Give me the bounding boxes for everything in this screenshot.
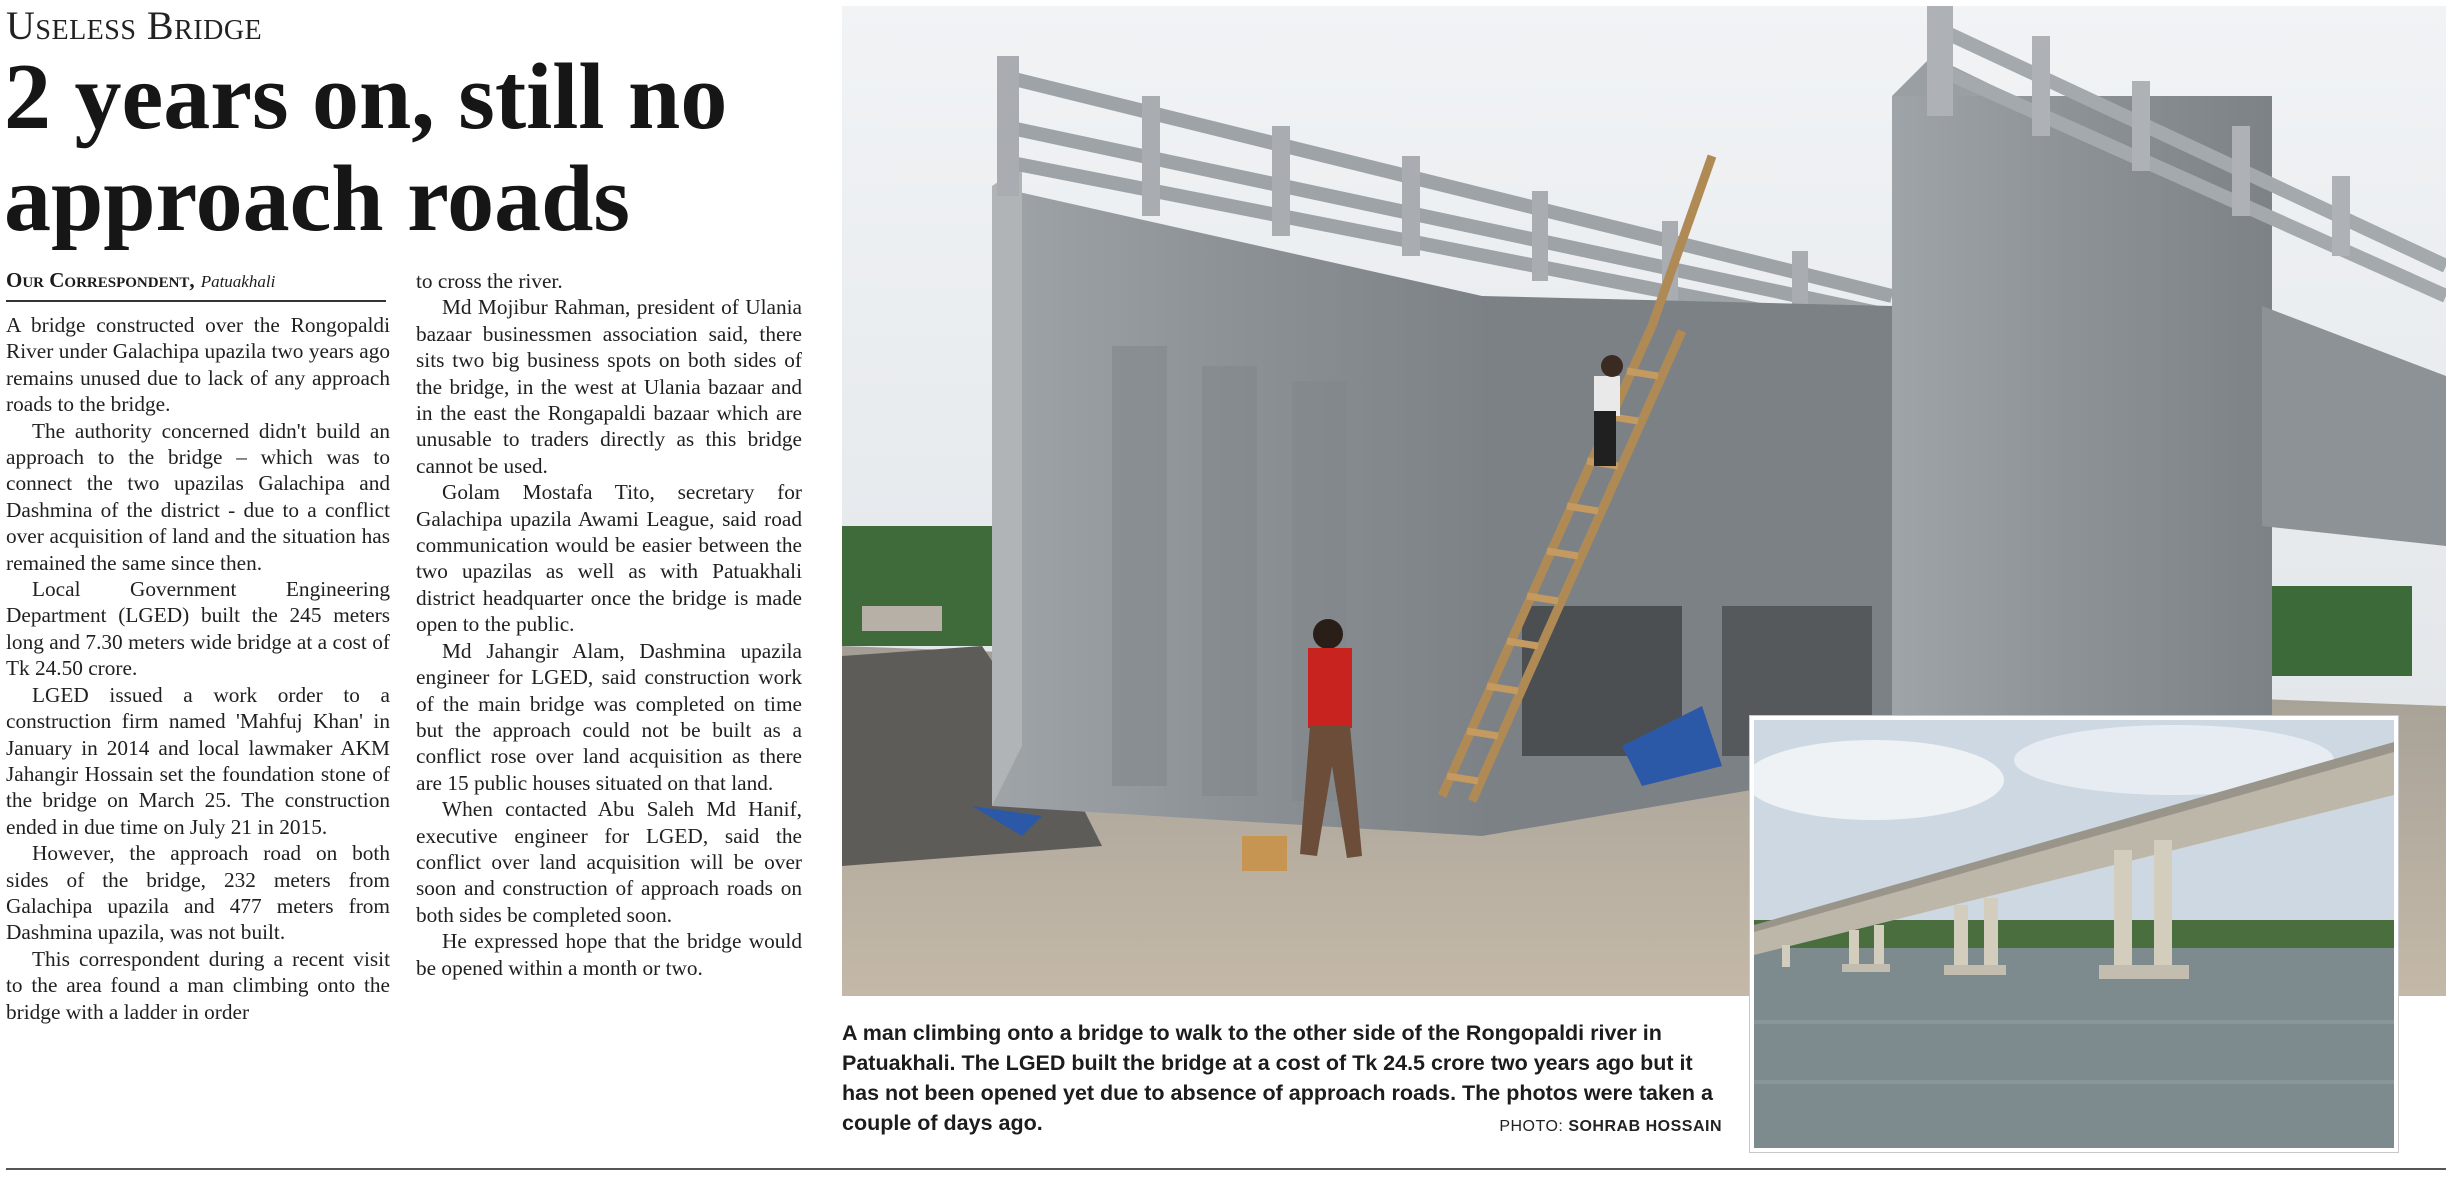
paragraph: Local Government Engineering Department (LGED) built the 245 meters long and 7.30 meters wide bridge at a cost of Tk 24.50 crore.: [6, 577, 390, 681]
bottom-rule: [6, 1168, 2446, 1170]
paragraph: Golam Mostafa Tito, secretary for Galachipa upazila Awami League, said road communication would be easier between the two upazilas as well as with Patuakhali district headquarter once the bridge is made open to the public.: [416, 480, 802, 637]
paragraph: He expressed hope that the bridge would be opened within a month or two.: [416, 929, 802, 980]
paragraph: This correspondent during a recent visit to the area found a man climbing onto the bridge with a ladder in order: [6, 946, 390, 1024]
article-headline: 2 years on, still no approach roads: [4, 45, 728, 251]
paragraph-continuation: to cross the river.: [416, 269, 563, 293]
paragraph: The authority concerned didn't build an approach to the bridge – which was to connect the two upazilas Galachipa and Dashmina of the district - due to a conflict over acquisition of land and the situation has remained the same since then.: [6, 418, 390, 575]
paragraph: LGED issued a work order to a construction firm named 'Mahfuj Khan' in January in 2014 and local lawmaker AKM Jahangir Hossain set the foundation stone of the bridge on March 25. The construction ended in due time on July 21 in 2015.: [6, 682, 390, 839]
byline: [6, 268, 386, 302]
paragraph: Md Mojibur Rahman, president of Ulania bazaar businessmen association said, there sits two big business spots on both sides of the bridge, in the west at Ulania bazaar and in the east the Rongapaldi bazaar which are unusable to traders directly as this bridge cannot be used.: [416, 295, 802, 478]
paragraph: However, the approach road on both sides of the bridge, 232 meters from Galachipa upazila and 477 meters from Dashmina upazila, was not built.: [6, 841, 390, 945]
article-column-2: [416, 268, 802, 981]
photo-credit-label: PHOTO:: [1499, 1118, 1564, 1135]
photo-credit: [1440, 1118, 1722, 1136]
byline-place: Patuakhali: [200, 272, 276, 291]
bridge-river-photo: [1754, 720, 2394, 1148]
paragraph: A bridge constructed over the Rongopaldi River under Galachipa upazila two years ago remains unused due to lack of any approach roads to the bridge.: [6, 313, 390, 417]
photo-credit-name: SOHRAB HOSSAIN: [1568, 1118, 1722, 1135]
byline-author: Our Correspondent,: [6, 268, 195, 292]
inset-photo: [1750, 716, 2398, 1152]
article-column-1: [6, 312, 390, 1025]
paragraph: Md Jahangir Alam, Dashmina upazila engineer for LGED, said construction work of the main bridge was completed on time but the approach could not be built as a conflict rose over land acquisition as there are 15 public houses situated on that land.: [416, 638, 802, 795]
paragraph: When contacted Abu Saleh Md Hanif, executive engineer for LGED, said the conflict over land acquisition will be over soon and construction of approach roads on both sides be completed soon.: [416, 797, 802, 927]
section-kicker: Useless Bridge: [6, 3, 263, 48]
photo-caption: A man climbing onto a bridge to walk to the other side of the Rongopaldi river in Patuakhali. The LGED built the bridge at a cost of Tk 24.5 crore two years ago but it has not been opened yet due to absence of approach roads. The photos were taken a couple of days ago.: [842, 1021, 1713, 1135]
